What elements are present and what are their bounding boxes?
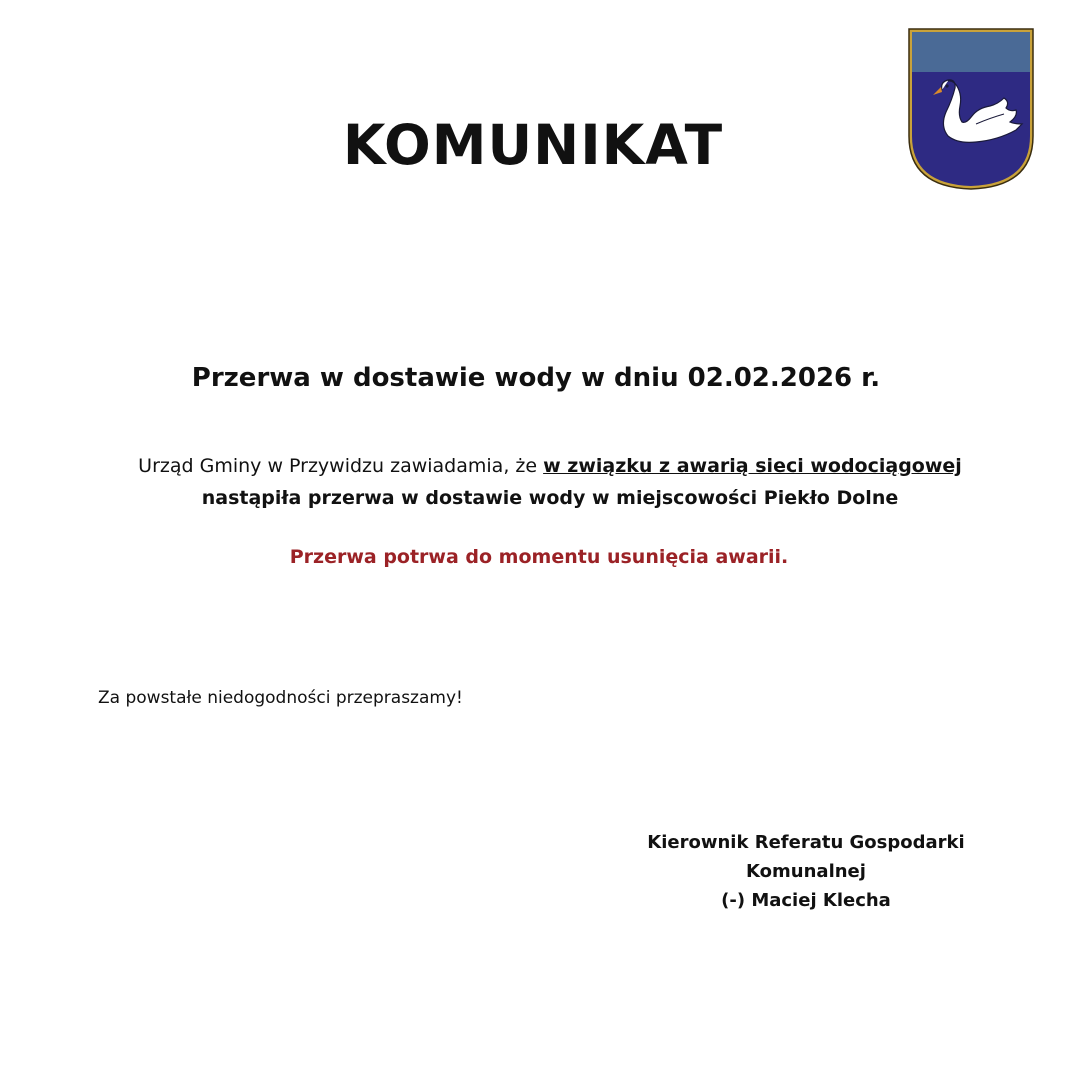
duration-notice: Przerwa potrwa do momentu usunięcia awarii. xyxy=(289,546,789,568)
swan-crest-icon xyxy=(906,26,1036,190)
signature-block xyxy=(600,828,1012,915)
signature-name: (-) Maciej Klecha xyxy=(721,890,891,911)
signature-title-line2: Komunalnej xyxy=(746,861,866,882)
announcement-lead: Urząd Gminy w Przywidzu zawiadamia, że xyxy=(138,455,544,477)
signature-title-line1: Kierownik Referatu Gospodarki xyxy=(647,832,965,853)
page-title: KOMUNIKAT xyxy=(342,113,724,177)
announcement-continuation: nastąpiła przerwa w dostawie wody w miejscowości Piekło Dolne xyxy=(201,487,899,509)
announcement-text xyxy=(60,450,1040,514)
apology-text: Za powstałe niedogodności przepraszamy! xyxy=(98,688,463,708)
announcement-cause: w związku z awarią sieci wodociągowej xyxy=(543,455,962,477)
interruption-heading: Przerwa w dostawie wody w dniu 02.02.2026 r. xyxy=(191,363,881,393)
